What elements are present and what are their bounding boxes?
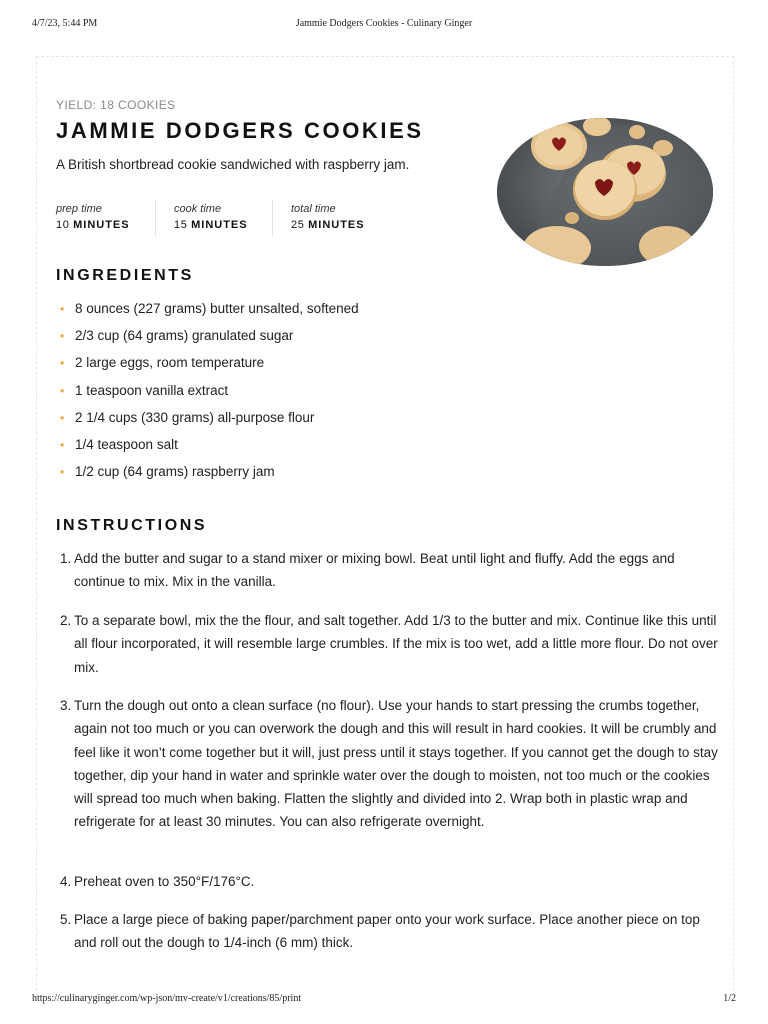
total-time xyxy=(272,200,389,236)
step-number: 1. xyxy=(60,551,72,566)
ingredient-text: 1/4 teaspoon salt xyxy=(75,436,178,452)
print-date: 4/7/23, 5:44 PM xyxy=(32,18,98,29)
step-number: 4. xyxy=(60,874,72,889)
time-unit: MINUTES xyxy=(308,219,365,231)
cook-time xyxy=(155,200,272,236)
ingredient-item xyxy=(56,382,359,409)
ingredient-text: 2 large eggs, room temperature xyxy=(75,355,265,371)
step-text: Turn the dough out onto a clean surface (no flour). Use your hands to start pressing the crumbs together, again not too much or you can overwork the dough and this will result in hard cookies. It will be crumbly and feel like it won’t come together but it will, just press until it stays together. If you cannot get the dough to stay together, dip your hand in water and sprinkle water over the dough to moisten, not too much or the cookies will spread too much when baking. Flatten the slightly and divided into 2. Wrap both in plastic wrap and refrigerate for at least 30 minutes. You can also refrigerate overnight. xyxy=(74,698,718,830)
step-text: To a separate bowl, mix the the flour, and salt together. Add 1/3 to the butter and mix. Continue like this until all flour incorporated, it will resemble large crumbles. If the mix is too wet, add a little more flour. Do not over mix. xyxy=(74,613,718,675)
bullet-icon: • xyxy=(60,356,65,371)
time-label: cook time xyxy=(174,203,222,215)
instruction-step xyxy=(56,908,726,955)
ingredient-item xyxy=(56,354,359,381)
ingredient-text: 2 1/4 cups (330 grams) all-purpose flour xyxy=(75,409,315,425)
bullet-icon: • xyxy=(60,465,65,480)
time-number: 15 xyxy=(174,219,188,231)
step-text: Place a large piece of baking paper/parchment paper onto your work surface. Place another piece on top and roll out the dough to 1/4-inch (6 mm) thick. xyxy=(74,912,700,951)
print-footer xyxy=(0,993,768,1007)
time-unit: MINUTES xyxy=(73,219,130,231)
ingredient-item xyxy=(56,436,359,463)
time-label: prep time xyxy=(56,203,102,215)
step-text: Add the butter and sugar to a stand mixer or mixing bowl. Beat until light and fluffy. Add the eggs and continue to mix. Mix in the vanilla. xyxy=(74,551,675,590)
ingredients-heading: INGREDIENTS xyxy=(56,267,194,284)
instruction-step xyxy=(56,870,726,893)
instruction-step xyxy=(56,609,726,679)
print-header xyxy=(0,18,768,32)
print-page-title: Jammie Dodgers Cookies - Culinary Ginger xyxy=(295,18,473,29)
instructions-heading: INSTRUCTIONS xyxy=(56,517,208,534)
prep-time xyxy=(56,200,155,236)
time-label: total time xyxy=(291,203,336,215)
ingredient-item xyxy=(56,300,359,327)
ingredients-list xyxy=(56,300,359,490)
ingredient-item xyxy=(56,327,359,354)
time-unit: MINUTES xyxy=(191,219,248,231)
time-number: 25 xyxy=(291,219,305,231)
time-value xyxy=(56,219,155,231)
ingredient-text: 1 teaspoon vanilla extract xyxy=(75,382,229,398)
ingredient-item xyxy=(56,409,359,436)
ingredient-item xyxy=(56,463,359,490)
ingredient-text: 1/2 cup (64 grams) raspberry jam xyxy=(75,464,275,480)
bullet-icon: • xyxy=(60,302,65,316)
recipe-times xyxy=(56,200,389,236)
page-number: 1/2 xyxy=(723,993,736,1004)
instruction-step xyxy=(56,694,726,834)
time-number: 10 xyxy=(56,219,70,231)
bullet-icon: • xyxy=(60,410,65,425)
instruction-step xyxy=(56,547,726,594)
step-text: Preheat oven to 350°F/176°C. xyxy=(74,874,255,889)
bullet-icon: • xyxy=(60,383,65,398)
ingredient-text: 8 ounces (227 grams) butter unsalted, softened xyxy=(75,301,359,316)
bullet-icon: • xyxy=(60,437,65,452)
time-value xyxy=(174,219,272,231)
recipe-title: JAMMIE DODGERS COOKIES xyxy=(56,118,424,143)
time-value xyxy=(291,219,389,231)
recipe-yield: YIELD: 18 COOKIES xyxy=(56,98,176,112)
step-number: 2. xyxy=(60,613,72,628)
recipe-photo xyxy=(497,118,713,266)
print-url: https://culinaryginger.com/wp-json/mv-create/v1/creations/85/print xyxy=(32,993,302,1004)
recipe-summary: A British shortbread cookie sandwiched with raspberry jam. xyxy=(56,157,410,172)
cookies-photo-illustration xyxy=(497,118,713,266)
step-number: 3. xyxy=(60,698,72,713)
ingredient-text: 2/3 cup (64 grams) granulated sugar xyxy=(75,328,294,344)
bullet-icon: • xyxy=(60,329,65,344)
step-number: 5. xyxy=(60,912,72,927)
